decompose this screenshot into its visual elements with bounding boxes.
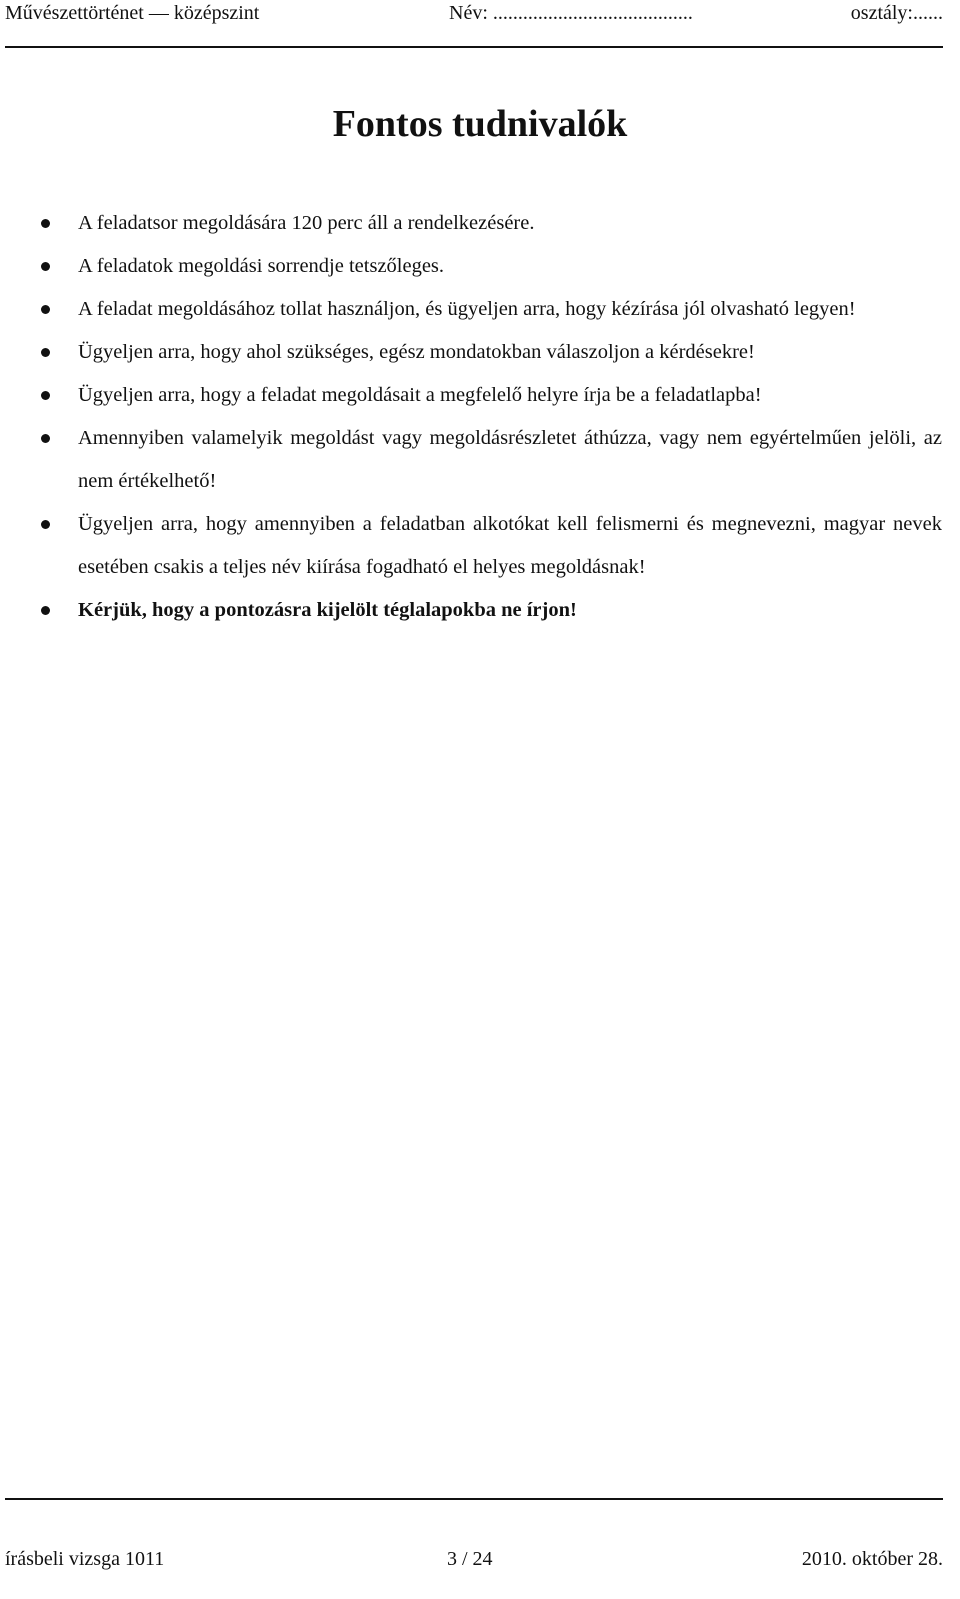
bullet-icon [41,606,50,615]
instruction-text: Ügyeljen arra, hogy amennyiben a feladatban alkotókat kell felismerni és megnevezni, magyar nevek esetében csakis a teljes név kiírása fogadható el helyes megoldásnak! [78,513,942,578]
page-title: Fontos tudnivalók [332,103,628,145]
instruction-text: Ügyeljen arra, hogy ahol szükséges, egész mondatokban válaszoljon a kérdésekre! [78,341,755,363]
header-class-field: osztály:...... [850,2,943,24]
footer-page-number: 3 / 24 [447,1548,493,1570]
instruction-text: Ügyeljen arra, hogy a feladat megoldásait a megfelelő helyre írja be a feladatlapba! [78,384,762,406]
instruction-item [78,331,942,374]
instruction-text: A feladatok megoldási sorrendje tetszőleges. [78,255,445,277]
header-subject: Művészettörténet — középszint [5,2,260,24]
page-footer [5,1498,943,1599]
bullet-icon [41,520,50,529]
instruction-item [78,374,942,417]
bullet-icon [41,348,50,357]
instruction-text: Amennyiben valamelyik megoldást vagy megoldásrészletet áthúzza, vagy nem egyértelműen jelöli, az nem értékelhető! [78,427,942,492]
instruction-text: Kérjük, hogy a pontozásra kijelölt téglalapokba ne írjon! [78,599,577,621]
instruction-item [78,202,942,245]
instruction-item [78,417,942,503]
instructions-list [78,202,942,632]
instruction-item-important [78,589,942,632]
bullet-icon [41,262,50,271]
bullet-icon [41,391,50,400]
instruction-text: A feladatsor megoldására 120 perc áll a rendelkezésére. [78,212,535,234]
header-name-field: Név: ........................................ [449,2,693,24]
footer-date: 2010. október 28. [801,1548,943,1570]
instruction-item [78,245,942,288]
bullet-icon [41,219,50,228]
footer-exam-code: írásbeli vizsga 1011 [5,1548,165,1570]
instruction-item [78,288,942,331]
page-header [5,0,943,48]
instruction-text: A feladat megoldásához tollat használjon, és ügyeljen arra, hogy kézírása jól olvasható legyen! [78,298,856,320]
instruction-item [78,503,942,589]
bullet-icon [41,305,50,314]
bullet-icon [41,434,50,443]
